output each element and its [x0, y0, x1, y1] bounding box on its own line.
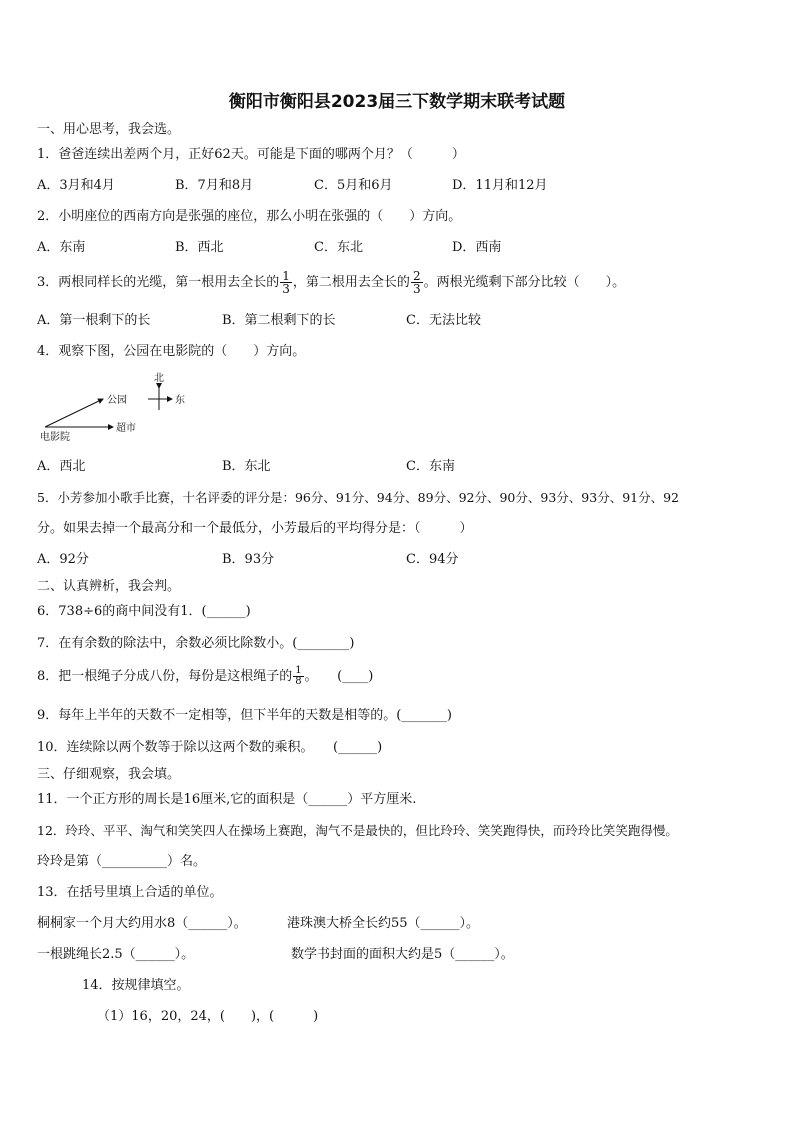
q8-fraction	[293, 666, 303, 687]
q8-fraction-numerator: 1	[295, 665, 302, 676]
question-7: 7．在有余数的除法中，余数必须比除数小。(________)	[37, 636, 355, 651]
q8-text-1: 8．把一根绳子分成八份，每份是这根绳子的	[37, 669, 293, 684]
question-14: 14．按规律填空。	[82, 978, 190, 993]
q2-option-c: C．东北	[314, 240, 363, 255]
q5-option-b: B．93分	[222, 552, 275, 567]
section-2-heading: 二、认真辨析，我会判。	[37, 579, 181, 594]
section-3-heading: 三、仔细观察，我会填。	[37, 767, 181, 782]
q1-option-c: C．5月和6月	[314, 178, 393, 193]
q4-option-a: A．西北	[37, 459, 86, 474]
question-8	[37, 666, 373, 687]
q3-text-1: 3．两根同样长的光缆，第一根用去全长的	[37, 275, 280, 290]
question-6: 6．738÷6的商中间没有1．(______)	[37, 604, 251, 619]
question-1: 1．爸爸连续出差两个月，正好62天。可能是下面的哪两个月？（ ）	[37, 147, 465, 162]
q3-fraction-2	[411, 270, 423, 295]
label-east: 东	[175, 395, 185, 406]
q2-option-d: D．西南	[452, 240, 502, 255]
q4-option-b: B．东北	[222, 459, 271, 474]
direction-diagram	[37, 366, 197, 446]
question-4: 4．观察下图，公园在电影院的（ ）方向。	[37, 344, 306, 359]
q5-option-a: A．92分	[37, 552, 89, 567]
q8-fraction-denominator: 8	[295, 676, 302, 687]
question-12-line-2: 玲玲是第（__________）名。	[37, 854, 207, 869]
question-10: 10．连续除以两个数等于除以这两个数的乘积。 (______)	[37, 740, 383, 755]
q1-option-b: B．7月和8月	[175, 178, 254, 193]
question-5-line-1: 5．小芳参加小歌手比赛，十名评委的评分是：96分、91分、94分、89分、92分、90分、93分、93分、91分、92	[37, 490, 680, 505]
q3-fraction-1	[280, 270, 292, 295]
q3-option-a: A．第一根剩下的长	[37, 313, 151, 328]
q3-text-2: ，第二根用去全长的	[292, 275, 410, 290]
q3-text-3: 。两根光缆剩下部分比较（ ）。	[423, 275, 626, 290]
question-3	[37, 270, 625, 295]
q13-blank-d: 数学书封面的面积大约是5（______）。	[291, 947, 514, 962]
label-market: 超市	[116, 423, 136, 434]
question-5-line-2: 分。如果去掉一个最高分和一个最低分，小芳最后的平均得分是：（ ）	[37, 521, 473, 536]
q3-fraction-2-denominator: 3	[412, 282, 421, 296]
q13-blank-b: 港珠澳大桥全长约55（______）。	[287, 916, 480, 931]
q2-option-a: A．东南	[37, 240, 86, 255]
q1-option-d: D．11月和12月	[452, 178, 548, 193]
q3-fraction-1-denominator: 3	[282, 282, 290, 296]
question-9: 9．每年上半年的天数不一定相等，但下半年的天数是相等的。(_______)	[37, 708, 452, 723]
question-2: 2．小明座位的西南方向是张强的座位，那么小明在张强的（ ）方向。	[37, 209, 462, 224]
question-12-line-1: 12．玲玲、平平、淘气和笑笑四人在操场上赛跑，淘气不是最快的，但比玲玲、笑笑跑得快，而玲玲比笑笑跑得慢。	[37, 823, 678, 838]
line-to-park	[45, 399, 103, 427]
page-title: 衡阳市衡阳县2023届三下数学期末联考试题	[228, 92, 566, 112]
q4-option-c: C．东南	[406, 459, 455, 474]
q2-option-b: B．西北	[175, 240, 224, 255]
q3-option-b: B．第二根剩下的长	[222, 313, 336, 328]
question-14-part-1: （1）16，20，24，( )，( )	[97, 1009, 319, 1024]
question-13: 13．在括号里填上合适的单位。	[37, 885, 223, 900]
section-1-heading: 一、用心思考，我会选。	[37, 122, 181, 137]
label-park: 公园	[107, 395, 127, 406]
q13-blank-a: 桐桐家一个月大约用水8（______）。	[37, 916, 247, 931]
question-11: 11．一个正方形的周长是16厘米,它的面积是（______）平方厘米.	[37, 792, 417, 807]
q1-option-a: A．3月和4月	[37, 178, 115, 193]
q5-option-c: C．94分	[406, 552, 459, 567]
q13-blank-c: 一根跳绳长2.5（______）。	[37, 947, 195, 962]
q3-option-c: C．无法比较	[406, 313, 481, 328]
q8-text-2: 。 (____)	[304, 669, 374, 684]
q3-fraction-2-numerator: 2	[412, 269, 421, 283]
label-cinema: 电影院	[40, 432, 70, 443]
label-north: 北	[154, 373, 164, 384]
q3-fraction-1-numerator: 1	[282, 269, 290, 283]
